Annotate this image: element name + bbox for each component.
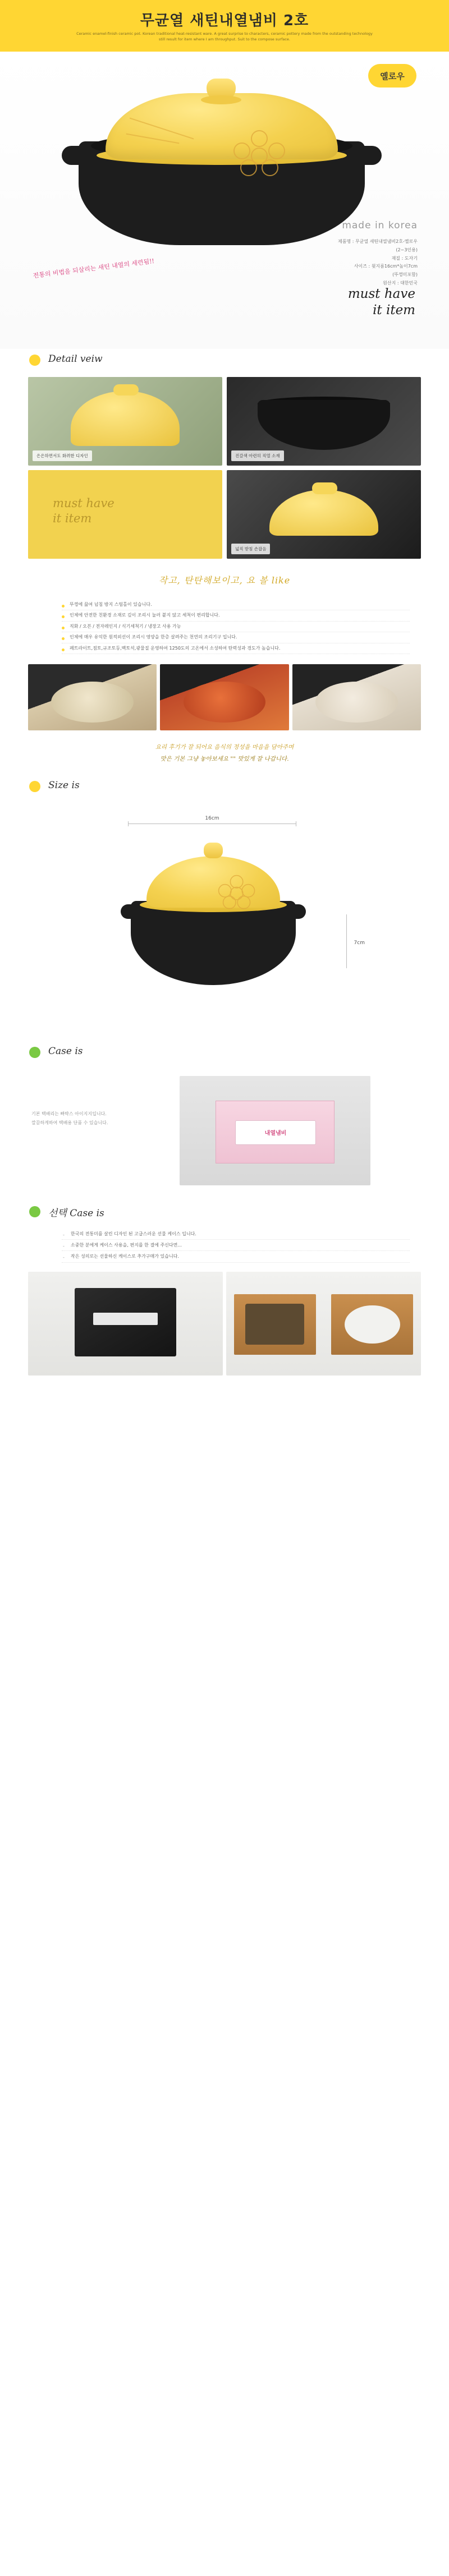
spec-line: 재질 : 도자기 — [391, 255, 418, 261]
feature-item: 직화 / 오븐 / 전자레인지 / 식기세척기 / 냉장고 사용 가능 — [62, 622, 410, 632]
flower-pattern-icon — [218, 875, 253, 910]
detail-cell-slogan — [28, 470, 222, 559]
bullet-dot-icon — [29, 1047, 40, 1058]
section-title-option-case: 선택 Case is — [48, 1207, 104, 1219]
slogan-tile-text — [53, 496, 114, 527]
spec-line: 사이즈 : 윗지름16cm*높이7cm — [354, 264, 418, 269]
bullet-dot-icon — [29, 355, 40, 366]
lid-photo — [269, 490, 378, 536]
height-dimension — [354, 940, 365, 946]
page-title: 무균열 새틴내열냄비 2호 — [140, 12, 309, 29]
height-value: 7cm — [354, 940, 365, 946]
feature-bullet-list — [39, 600, 410, 654]
black-gift-box — [75, 1288, 176, 1356]
slogan-tile-line-2: it item — [53, 512, 92, 526]
must-have-slogan — [348, 286, 415, 319]
detail-cell-lid-top — [28, 377, 222, 466]
spec-line: (2~3인용) — [396, 247, 418, 252]
height-measure-line — [346, 914, 347, 968]
rib-soup-photo-3 — [292, 664, 421, 730]
section-title-detail: Detail veiw — [48, 353, 103, 365]
lid-knob — [207, 79, 236, 101]
page-header — [0, 0, 449, 52]
width-dimension — [128, 816, 296, 824]
hero-handwriting-note: 전통의 비법을 되살리는 새틴 내열의 세련됨!! — [33, 257, 155, 280]
case-section — [0, 1066, 449, 1200]
case-photo — [180, 1076, 370, 1185]
gift-box-closed-photo — [28, 1272, 223, 1376]
script-banner: 작고, 탄탄해보이고, 요 볼 like — [158, 575, 291, 586]
quote-line-1: 요리 후기가 잘 되어요 음식의 정성을 마음을 담아주며 — [155, 743, 294, 751]
detail-caption: 넓직 받침 손잡음 — [231, 544, 270, 554]
section-heading-detail — [0, 349, 449, 374]
option-photo-row — [28, 1272, 421, 1376]
section-heading-case — [0, 1041, 449, 1066]
box-inner-right — [345, 1305, 400, 1344]
bowl-shape — [184, 682, 266, 723]
pot-interior-photo — [258, 400, 390, 449]
size-diagram — [0, 800, 449, 1041]
flower-pattern-icon — [233, 130, 285, 182]
stew-photo-2 — [160, 664, 288, 730]
feature-item: 인체에 안전한 친환경 소재로 깊이 조리시 눌러 붙지 않고 세척이 편리합니다. — [62, 610, 410, 621]
size-product-image — [121, 835, 306, 1003]
option-bullet-list — [39, 1229, 410, 1263]
detail-image-grid — [28, 377, 421, 559]
header-subtitle: Ceramic enamel-finish ceramic pot. Korean traditional heat-resistant ware. A great surprise to characters, ceramic pottery made from the outstanding technology still result for item where I am throughput. Suit to the compose surface. — [76, 31, 373, 42]
open-box-right — [331, 1294, 413, 1354]
slogan-tile-line-1: must have — [53, 496, 114, 510]
pot-body — [131, 901, 296, 985]
hero-section — [0, 52, 449, 349]
box-inner-left — [245, 1304, 304, 1345]
section-heading-size — [0, 775, 449, 800]
option-item: - 한국의 전통미를 살린 디자인 된 고급스러운 선물 케이스 입니다. — [62, 1229, 410, 1240]
open-box-left — [234, 1294, 316, 1354]
quote-line-2: 맛은 기본 그냥 놓아보세요 "" 맛있게 잘 나갑니다. — [160, 755, 289, 762]
soup-photo-1 — [28, 664, 157, 730]
pink-box — [216, 1101, 335, 1163]
option-item: - 작은 성의로는 선물하신 케이스로 추가구매가 있습니다. — [62, 1251, 410, 1262]
bowl-shape — [315, 682, 398, 723]
spacer — [0, 765, 449, 775]
food-photo-row — [28, 664, 421, 730]
hero-product-image — [62, 74, 382, 259]
feature-item: 인체에 매우 유익한 원적외선이 조리시 영양을 한층 살려주는 천연의 조리기구 입니다. — [62, 632, 410, 643]
detail-cell-inner-pot — [227, 377, 421, 466]
spec-line: 원산지 : 대한민국 — [383, 280, 418, 286]
box-label-strip — [93, 1313, 158, 1325]
slogan-line-2: it item — [373, 302, 415, 318]
lid-knob-photo — [312, 482, 337, 494]
spec-list — [338, 238, 418, 288]
detail-caption: 은은하면서도 화려한 디자인 — [33, 450, 92, 461]
lid-knob — [204, 843, 223, 858]
width-value: 16cm — [205, 815, 219, 821]
feature-item: 페트라이트,점토,규조토등,백토석,광물질 운영하여 1250도의 고온에서 소성하여 탄력성과 경도가 높습니다. — [62, 643, 410, 654]
section-heading-option-case — [0, 1200, 449, 1225]
color-badge: 옐로우 — [368, 64, 416, 88]
gift-box-open-photo — [226, 1272, 421, 1376]
made-in-label: made in korea — [342, 220, 418, 231]
slogan-line-1: must have — [347, 287, 415, 301]
marketing-quote — [39, 742, 410, 765]
option-item: - 소중한 분에게 케이스 사용을, 편지를 한 결에 주신다면... — [62, 1240, 410, 1251]
box-label: 내열냄비 — [235, 1120, 316, 1145]
section-title-size: Size is — [48, 779, 80, 791]
case-note-line-1: 기본 택배리는 빠박스 아이지지입니다. — [31, 1111, 107, 1116]
spec-line: (뚜껑미포함) — [392, 272, 418, 278]
section-title-case: Case is — [48, 1045, 83, 1057]
spec-line: 제품명 : 무균열 새틴내열냄비2호-옐로우 — [338, 239, 418, 244]
lid-knob-photo — [113, 384, 139, 396]
case-note-line-2: 깔끔하게하여 택배용 단품 수 있습니다. — [31, 1120, 108, 1125]
detail-cell-pot-side — [227, 470, 421, 559]
bowl-shape — [51, 682, 134, 723]
case-note — [31, 1110, 108, 1128]
lid-photo — [71, 391, 180, 446]
bullet-dot-icon — [29, 1206, 40, 1217]
vine-decoration-icon — [126, 134, 180, 144]
pot-lid — [146, 856, 280, 908]
feature-item: 뚜껑에 끓여 넘침 방지 스팀홀이 있습니다. — [62, 600, 410, 610]
bullet-dot-icon — [29, 781, 40, 792]
detail-caption: 진갈색 아련히 직열 소재 — [231, 450, 284, 461]
